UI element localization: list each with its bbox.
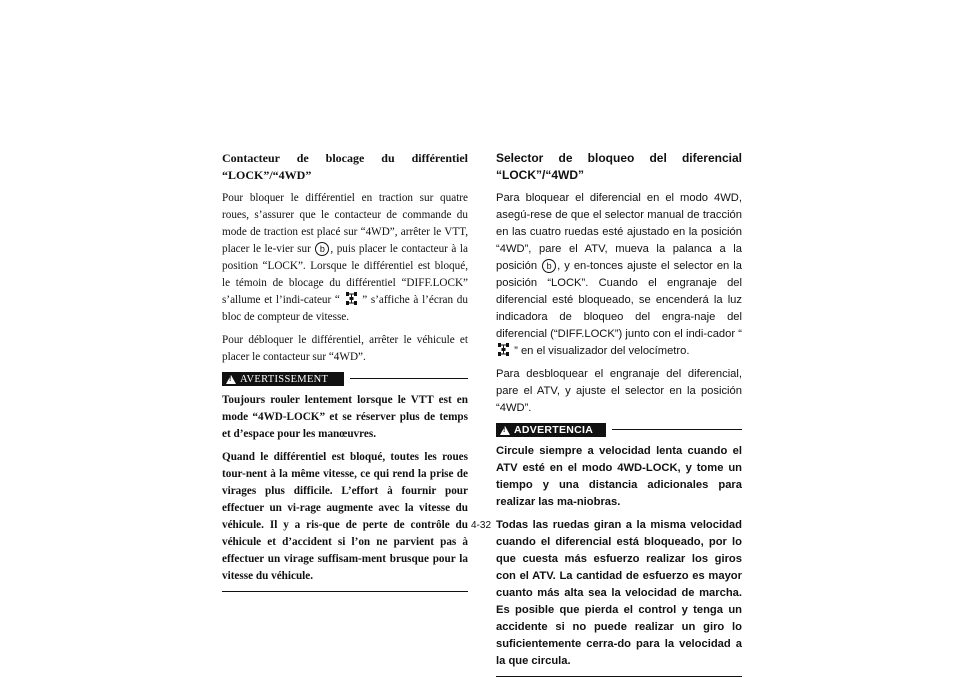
unlock-instructions-paragraph: Para desbloquear el engranaje del diferencial, pare el ATV, y ajuste el selector en la posición “4WD”. [496, 368, 742, 414]
heading-line-2: “LOCK”/“4WD” [496, 168, 584, 182]
callout-b-marker: b [315, 242, 329, 256]
warning-paragraph-1: Toujours rouler lentement lorsque le VTT est en mode “4WD-LOCK” et se réserver plus de temps et d’espace pour les manœuvres. [222, 394, 468, 440]
heading-line-1: Contacteur de blocage du différentiel [222, 151, 468, 165]
page-number: 4-32 [471, 520, 492, 531]
warning-triangle-icon [500, 426, 510, 435]
text-segment: , puis placer le contacteur à la position “LOCK”. Lorsque le différentiel est bloqué, le témoin de blocage du différentiel “DIFF.LOCK” s’allume et l’indi-cateur “ [222, 243, 468, 306]
warning-paragraph-2: Quand le différentiel est bloqué, toutes les roues tour-nent à la même vitesse, ce qui rend la prise de virages plus difficile. L’effort à fournir pour effectuer un vi-rage augmente avec la vitesse du véhicule. Il y a ris-que de perte de contrôle du véhicule et d’accident si l’on ne parvient pas à effectuer un virage suffisam-ment brusque pour la vitesse du véhicule. [222, 451, 468, 582]
lock-instructions-paragraph [496, 190, 742, 360]
warning-badge [496, 423, 606, 437]
warning-rule [350, 378, 468, 379]
diff-lock-indicator-icon [346, 292, 357, 305]
text-segment: Para bloquear el diferencial en el modo 4WD, asegú-rese de que el selector manual de tracción en las cuatro ruedas esté ajustado en la posición “4WD”, pare el ATV, mueva la palanca a la posición [496, 192, 742, 272]
warning-label: ADVERTENCIA [514, 423, 594, 436]
section-heading [496, 150, 742, 184]
text-segment: , y en-tonces ajuste el selector en la posición “LOCK”. Cuando el engranaje del diferencial esté bloqueado, se encenderá la luz indicadora de bloqueo del engra-naje del diferencial (“DIFF.LOCK”) junto con el indi-cador “ [496, 260, 742, 340]
text-segment: Pour bloquer le différentiel en traction sur quatre roues, s’assurer que le contacteur de commande du mode de traction est placé sur “4WD”, arrêter le VTT, placer le le-vier sur [222, 192, 468, 255]
warning-paragraph-1: Circule siempre a velocidad lenta cuando el ATV esté en el modo 4WD-LOCK, y tome un tiempo y una distancia adicionales para realizar las ma-niobras. [496, 445, 742, 508]
warning-triangle-icon [226, 375, 236, 384]
heading-line-2: “LOCK”/“4WD” [222, 168, 312, 182]
warning-label: AVERTISSEMENT [240, 373, 329, 385]
unlock-instructions-paragraph: Pour débloquer le différentiel, arrêter le véhicule et placer le contacteur sur “4WD”. [222, 334, 468, 363]
text-segment: ” en el visualizador del velocímetro. [511, 345, 690, 357]
warning-paragraph-2: Todas las ruedas giran a la misma velocidad cuando el diferencial está bloqueado, por lo que cuesta más esfuerzo realizar los giros con el ATV. La cantidad de esfuerzo es mayor cuanto más alta sea la velocidad de marcha. Es posible que pierda el control y tenga un accidente si no puede realizar un giro lo suficientemente cerra-do para la velocidad a la que circula. [496, 519, 742, 667]
french-column [222, 150, 468, 592]
text-segment: ” s’affiche à l’écran du bloc de compteur de vitesse. [222, 294, 468, 323]
warning-badge [222, 372, 344, 386]
warning-header [496, 423, 742, 437]
callout-b-marker: b [542, 259, 556, 273]
heading-line-1: Selector de bloqueo del diferencial [496, 151, 742, 165]
warning-end-rule [222, 591, 468, 592]
section-heading [222, 150, 468, 184]
lock-instructions-paragraph [222, 190, 468, 326]
warning-body [222, 392, 468, 585]
diff-lock-indicator-icon [498, 343, 509, 356]
warning-body [496, 443, 742, 670]
spanish-column [496, 150, 742, 677]
warning-end-rule [496, 676, 742, 677]
warning-rule [612, 429, 742, 430]
warning-header [222, 372, 468, 386]
